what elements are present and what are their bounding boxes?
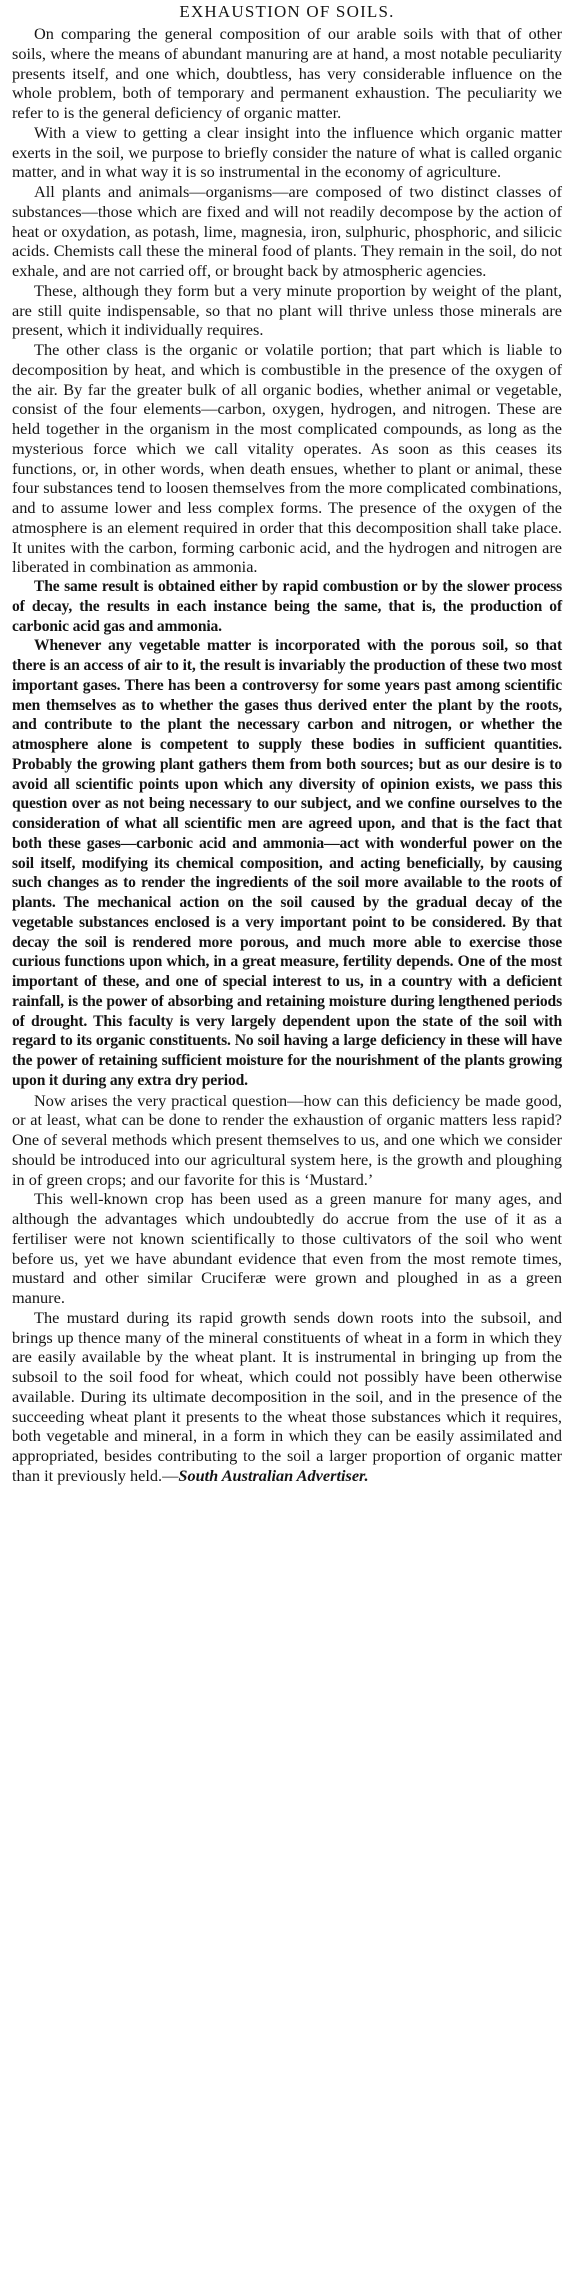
paragraph-10-text: The mustard during its rapid growth sends down roots into the subsoil, and brings up thence many of the mineral constituents of wheat in a form in which they are easily available by the wheat plant. It is instrumental in bringing up from the subsoil to the soil food for wheat, which could not possibly have been otherwise available. During its ultimate decomposition in the soil, and in the presence of the succeeding wheat plant it presents to the wheat those substances which it requires, both vegetable and mineral, in a form in which they can be easily assimilated and appropriated, besides contributing to the soil a larger proportion of organic matter than it previously held.— (12, 1307, 562, 1485)
article-title: EXHAUSTION OF SOILS. (179, 2, 395, 21)
paragraph-6: The same result is obtained either by rapid combustion or by the slower process of decay, the results in each instance being the same, that is, the production of carbonic acid gas and ammonia. (12, 578, 562, 635)
source-credit: South Australian Advertiser. (178, 1465, 369, 1485)
paragraph-2: With a view to getting a clear insight into the influence which organic matter exerts in the soil, we purpose to briefly consider the nature of what is called organic matter, and in what way it is so instrumental in the economy of agriculture. (12, 122, 562, 182)
paragraph-5: The other class is the organic or volatile portion; that part which is liable to decomposition by heat, and which is combustible in the presence of the oxygen of the air. By far the greater bulk of all organic bodies, whether animal or vegetable, consist of the four elements—carbon, oxygen, hydrogen, and nitrogen. These are held together in the organism in the most complicated compounds, as long as the mysterious force which we call vitality operates. As soon as this ceases its functions, or, in other words, when death ensues, whether to plant or animal, these four substances tend to loosen themselves from the more complicated combinations, and to assume lower and less complex forms. The presence of the oxygen of the atmosphere is an element required in order that this decomposition shall take place. It unites with the carbon, forming carbonic acid, and the hydrogen and nitrogen are liberated in combination as ammonia. (12, 340, 562, 577)
paragraph-1: On comparing the general composition of our arable soils with that of other soils, where the means of abundant manuring are at hand, a most notable peculiarity presents itself, and one which, doubtless, has very considerable influence on the whole problem, both of temporary and permanent exhaustion. The peculiarity we refer to is the general deficiency of organic matter. (12, 24, 562, 122)
paragraph-3: All plants and animals—organisms—are composed of two distinct classes of substances—those which are fixed and will not readily decompose by the action of heat or oxydation, as potash, lime, magnesia, iron, sulphuric, phosphoric, and silicic acids. Chemists call these the mineral food of plants. They remain in the soil, do not exhale, and are not carried off, or brought back by atmospheric agencies. (12, 182, 562, 280)
paragraph-9: This well-known crop has been used as a green manure for many ages, and although the advantages which undoubtedly do accrue from the use of it as a fertiliser were not known scientifically to those cultivators of the soil who went before us, yet we have abundant evidence that even from the most remote times, mustard and other similar Cruciferæ were grown and ploughed in as a green manure. (12, 1189, 562, 1307)
paragraph-8: Now arises the very practical question—how can this deficiency be made good, or at least, what can be done to render the exhaustion of organic matters less rapid? One of several methods which present themselves to us, and one which we consider should be introduced into our agricultural system here, is the growth and ploughing in of green crops; and our favorite for this is ‘Mustard.’ (12, 1090, 562, 1189)
paragraph-10 (12, 1308, 562, 1486)
paragraph-7: Whenever any vegetable matter is incorporated with the porous soil, so that there is an access of air to it, the result is invariably the production of these two most important gases. There has been a controversy for some years past among scientific men themselves as to whether the gases thus derived enter the plant by the roots, and contribute to the plant the necessary carbon and nitrogen, or whether the atmosphere alone is competent to supply these bodies in sufficient quantities. Probably the growing plant gathers them from both sources; but as our desire is to avoid all scientific points upon which any diversity of opinion exists, we pass this question over as not being necessary to our subject, and we confine ourselves to the consideration of what all scientific men are agreed upon, and that is the fact that both these gases—carbonic acid and ammonia—act with wonderful power on the soil itself, modifying its chemical composition, and acting beneficially, by causing such changes as to render the ingredients of the soil more available to the roots of plants. The mechanical action on the soil caused by the gradual decay of the vegetable substances enclosed is a very important point to be considered. By that decay the soil is rendered more porous, and much more able to exercise those curious functions upon which, in a great measure, fertility depends. One of the most important of these, and one of special interest to us, in a country with a deficient rainfall, is the power of absorbing and retaining moisture during lengthened periods of drought. This faculty is very largely dependent upon the state of the soil with regard to its organic constituents. No soil having a large deficiency in these will have the power of retaining sufficient moisture for the nourishment of the plants growing upon it during any extra dry period. (12, 637, 562, 1089)
paragraph-4: These, although they form but a very minute proportion by weight of the plant, are still quite indispensable, so that no plant will thrive unless those minerals are present, which it individually requires. (12, 280, 562, 340)
